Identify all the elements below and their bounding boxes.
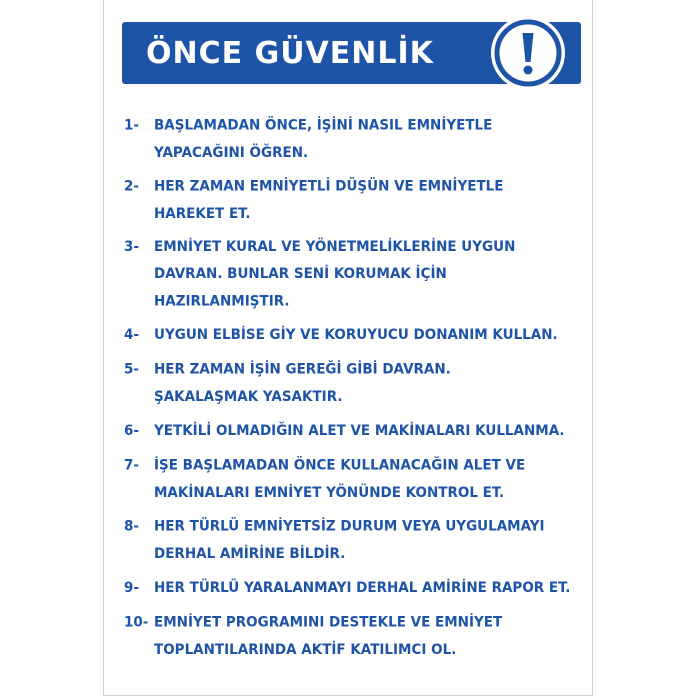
rule-number: 7- — [124, 456, 139, 474]
rule-text — [154, 609, 584, 664]
rule-text — [154, 513, 584, 568]
sign-title: ÖNCE GÜVENLİK — [146, 36, 434, 71]
rule-line: UYGUN ELBİSE GİY VE KORUYUCU DONANIM KULLAN. — [154, 326, 558, 344]
rule-item — [124, 574, 584, 601]
rule-item — [124, 452, 584, 507]
rule-text — [154, 321, 584, 348]
rule-line: EMNİYET KURAL VE YÖNETMELİKLERİNE UYGUN — [154, 238, 516, 256]
rule-line: TOPLANTILARINDA AKTİF KATILIMCI OL. — [154, 641, 457, 659]
rule-line: BAŞLAMADAN ÖNCE, İŞİNİ NASIL EMNİYETLE — [154, 116, 493, 134]
rule-line: DAVRAN. BUNLAR SENİ KORUMAK İÇİN — [154, 265, 447, 283]
rule-text — [154, 112, 584, 167]
rule-text — [154, 417, 584, 444]
rule-item — [124, 321, 584, 348]
rule-item — [124, 356, 584, 411]
rule-number: 3- — [124, 238, 139, 256]
rule-number: 9- — [124, 579, 139, 597]
rule-number: 5- — [124, 360, 139, 378]
rule-line: İŞE BAŞLAMADAN ÖNCE KULLANACAĞIN ALET VE — [154, 456, 526, 474]
rule-line: MAKİNALARI EMNİYET YÖNÜNDE KONTROL ET. — [154, 484, 505, 502]
rule-item — [124, 417, 584, 444]
rule-item — [124, 513, 584, 568]
rule-line: ŞAKALAŞMAK YASAKTIR. — [154, 388, 343, 406]
rule-line: HAZIRLANMIŞTIR. — [154, 292, 290, 310]
rule-number: 10- — [124, 613, 149, 631]
rules-list — [124, 113, 584, 671]
rule-number: 4- — [124, 326, 139, 344]
rule-number: 2- — [124, 177, 139, 195]
rule-item — [124, 112, 584, 167]
rule-item — [124, 173, 584, 228]
rule-text — [154, 173, 584, 228]
rule-text — [154, 233, 584, 315]
rule-line: HER ZAMAN EMNİYETLİ DÜŞÜN VE EMNİYETLE — [154, 177, 504, 195]
rule-item — [124, 233, 584, 315]
rule-text — [154, 356, 584, 411]
rule-number: 6- — [124, 422, 139, 440]
rule-item — [124, 609, 584, 664]
rule-line: DERHAL AMİRİNE BİLDİR. — [154, 545, 346, 563]
rule-line: HER ZAMAN İŞİN GEREĞİ GİBİ DAVRAN. — [154, 360, 451, 378]
safety-sign — [103, 0, 593, 696]
rule-text — [154, 574, 584, 601]
rule-line: HER TÜRLÜ YARALANMAYI DERHAL AMİRİNE RAPOR ET. — [154, 579, 571, 597]
rule-number: 8- — [124, 517, 139, 535]
rule-line: HER TÜRLÜ EMNİYETSİZ DURUM VEYA UYGULAMAYI — [154, 517, 545, 535]
rule-text — [154, 452, 584, 507]
rule-line: YAPACAĞINI ÖĞREN. — [154, 144, 309, 162]
rule-line: EMNİYET PROGRAMINI DESTEKLE VE EMNİYET — [154, 613, 503, 631]
title-banner — [122, 22, 581, 84]
exclamation-circle-icon — [491, 16, 565, 90]
rule-line: HAREKET ET. — [154, 205, 251, 223]
rule-line: YETKİLİ OLMADIĞIN ALET VE MAKİNALARI KULLANMA. — [154, 422, 565, 440]
rule-number: 1- — [124, 116, 139, 134]
